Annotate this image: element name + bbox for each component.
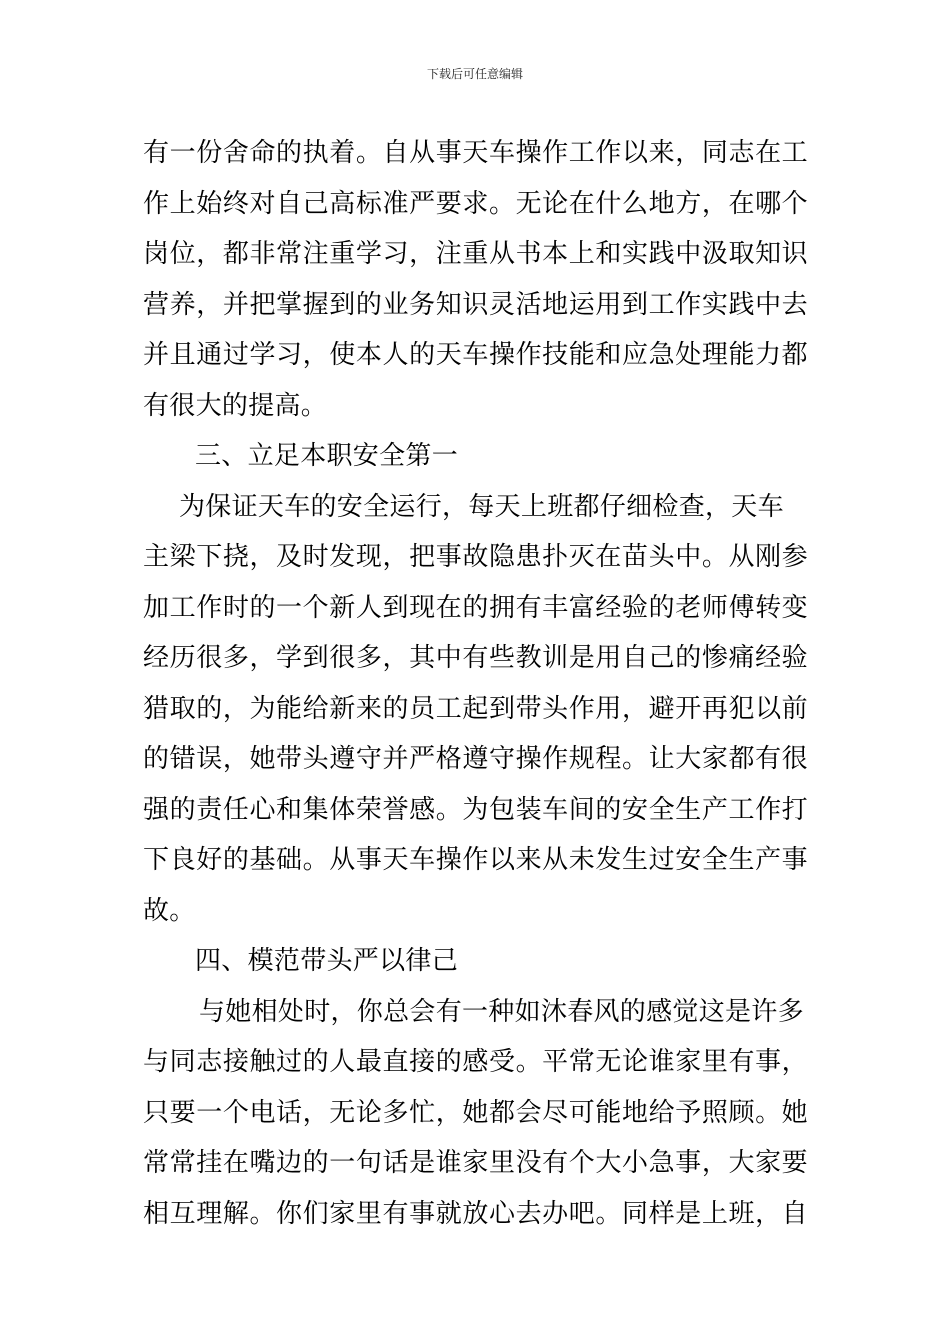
- page-header: 下载后可任意编辑: [426, 67, 523, 81]
- text-line: 相互理解。你们家里有事就放心去办吧。同样是上班，自: [143, 1198, 808, 1229]
- text-line: 只要一个电话，无论多忙，她都会尽可能地给予照顾。她: [143, 1097, 808, 1128]
- text-line: 经历很多，学到很多，其中有些教训是用自己的惨痛经验: [143, 643, 808, 673]
- section-heading: 四、模范带头严以律己: [195, 946, 459, 976]
- text-line: 常常挂在嘴边的一句话是谁家里没有个大小急事，大家要: [143, 1148, 808, 1178]
- text-line: 下良好的基础。从事天车操作以来从未发生过安全生产事: [143, 845, 808, 875]
- paragraph-first-line: 为保证天车的安全运行，每天上班都仔细检查，天车: [179, 491, 784, 522]
- document-body: [143, 128, 808, 1239]
- text-line: 与同志接触过的人最直接的感受。平常无论谁家里有事，: [143, 1047, 808, 1077]
- section-heading: 三、立足本职安全第一: [195, 441, 459, 471]
- text-line: 主梁下挠，及时发现，把事故隐患扑灭在苗头中。从刚参: [143, 542, 808, 572]
- text-line: 有很大的提高。: [143, 390, 328, 421]
- text-line: 并且通过学习，使本人的天车操作技能和应急处理能力都: [143, 340, 808, 370]
- text-line: 作上始终对自己高标准严要求。无论在什么地方，在哪个: [143, 188, 808, 219]
- text-line: 猎取的，为能给新来的员工起到带头作用，避开再犯以前: [143, 693, 808, 724]
- text-line: 有一份舍命的执着。自从事天车操作工作以来，同志在工: [143, 138, 808, 168]
- text-line: 加工作时的一个新人到现在的拥有丰富经验的老师傅转变: [143, 592, 808, 623]
- text-line: 的错误，她带头遵守并严格遵守操作规程。让大家都有很: [143, 744, 808, 774]
- text-line: 岗位，都非常注重学习，注重从书本上和实践中汲取知识: [143, 239, 808, 269]
- text-line: 强的责任心和集体荣誉感。为包装车间的安全生产工作打: [143, 794, 808, 825]
- text-line: 营养，并把掌握到的业务知识灵活地运用到工作实践中去: [143, 289, 808, 320]
- paragraph-first-line: 与她相处时，你总会有一种如沐春风的感觉这是许多: [199, 996, 804, 1027]
- text-line: 故。: [143, 895, 196, 926]
